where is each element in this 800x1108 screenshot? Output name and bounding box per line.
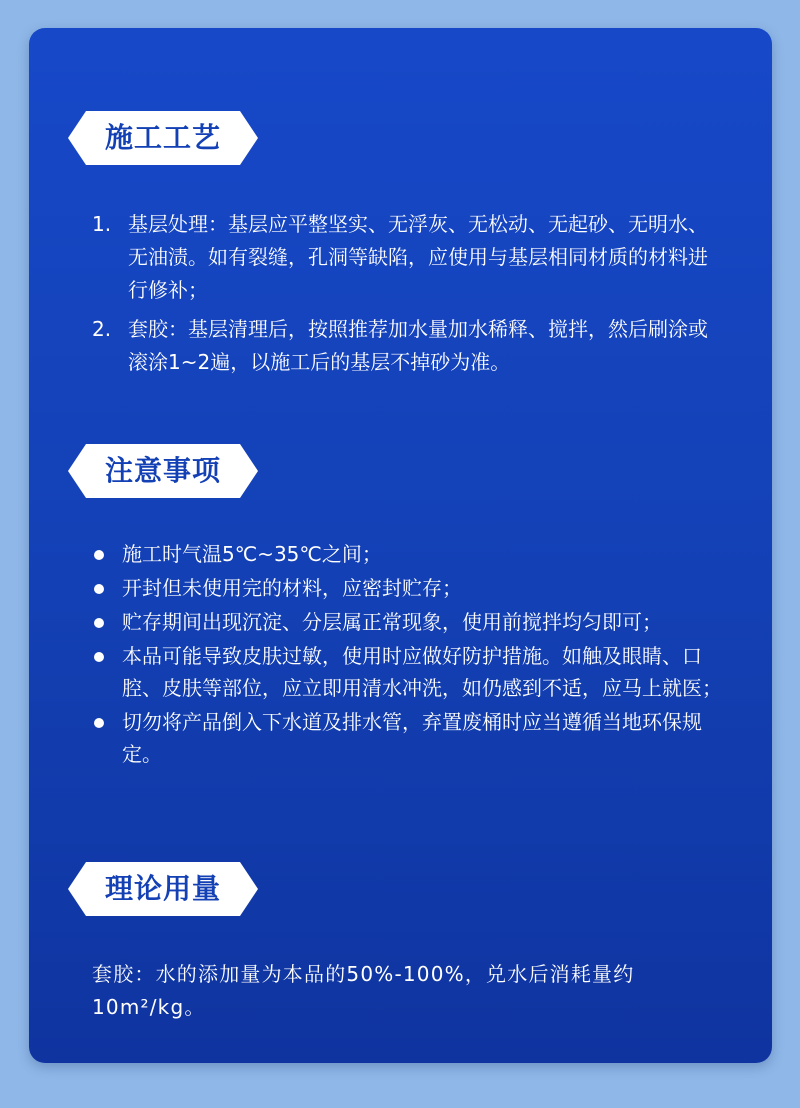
list-item bbox=[92, 640, 732, 704]
list-item bbox=[92, 706, 732, 770]
note-text: 开封但未使用完的材料，应密封贮存； bbox=[122, 576, 462, 600]
list-item bbox=[92, 538, 732, 570]
section-title-usage bbox=[68, 862, 258, 916]
section-title-process-label: 施工工艺 bbox=[104, 121, 221, 154]
step-text: 基层处理：基层应平整坚实、无浮灰、无松动、无起砂、无明水、无油渍。如有裂缝，孔洞等缺陷，应使用与基层相同材质的材料进行修补； bbox=[128, 212, 708, 302]
bullet-icon bbox=[94, 718, 104, 728]
note-text: 本品可能导致皮肤过敏，使用时应做好防护措施。如触及眼睛、口腔、皮肤等部位，应立即用清水冲洗，如仍感到不适，应马上就医； bbox=[122, 644, 722, 700]
section-title-process bbox=[68, 111, 258, 165]
bullet-icon bbox=[94, 550, 104, 560]
list-item bbox=[92, 313, 722, 379]
note-text: 施工时气温5℃~35℃之间； bbox=[122, 542, 382, 566]
bullet-icon bbox=[94, 618, 104, 628]
step-text: 套胶：基层清理后，按照推荐加水量加水稀释、搅拌，然后刷涂或滚涂1~2遍，以施工后的基层不掉砂为准。 bbox=[128, 317, 708, 374]
list-item bbox=[92, 208, 722, 307]
notes-list bbox=[92, 538, 732, 772]
list-item bbox=[92, 606, 732, 638]
step-number: 2. bbox=[92, 317, 112, 341]
note-text: 贮存期间出现沉淀、分层属正常现象，使用前搅拌均匀即可； bbox=[122, 610, 662, 634]
section-title-notes-label: 注意事项 bbox=[104, 454, 221, 487]
section-title-notes bbox=[68, 444, 258, 498]
bullet-icon bbox=[94, 584, 104, 594]
note-text: 切勿将产品倒入下水道及排水管，弃置废桶时应当遵循当地环保规定。 bbox=[122, 710, 702, 766]
section-title-usage-label: 理论用量 bbox=[104, 872, 221, 905]
bullet-icon bbox=[94, 652, 104, 662]
process-steps-list bbox=[92, 208, 722, 385]
usage-text: 套胶：水的添加量为本品的50%-100%，兑水后消耗量约10m²/kg。 bbox=[92, 962, 635, 1019]
step-number: 1. bbox=[92, 212, 112, 236]
list-item bbox=[92, 572, 732, 604]
